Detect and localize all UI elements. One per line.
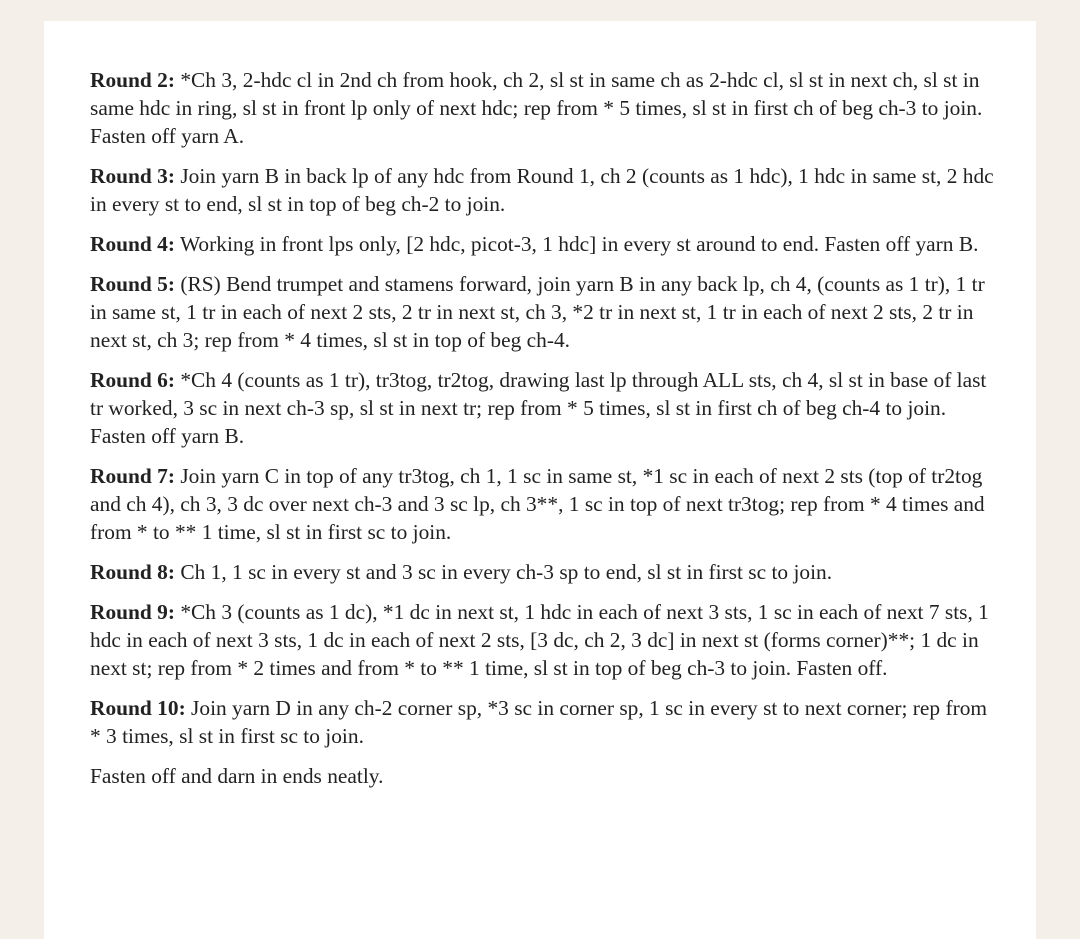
closing-instruction: Fasten off and darn in ends neatly. xyxy=(90,764,384,788)
round-text: *Ch 3, 2-hdc cl in 2nd ch from hook, ch 2, sl st in same ch as 2-hdc cl, sl st in next ch, sl st in same hdc in ring, sl st in front lp only of next hdc; rep from * 5 times, sl st in first ch of beg ch-3 to join. Fasten off yarn A. xyxy=(90,68,983,148)
round-4-instruction xyxy=(90,230,1000,258)
round-label: Round 7: xyxy=(90,464,175,488)
round-8-instruction xyxy=(90,558,1000,586)
round-label: Round 9: xyxy=(90,600,175,624)
round-text: *Ch 3 (counts as 1 dc), *1 dc in next st, 1 hdc in each of next 3 sts, 1 sc in each of next 7 sts, 1 hdc in each of next 3 sts, 1 dc in each of next 2 sts, [3 dc, ch 2, 3 dc] in next st (forms corner)**; 1 dc in next st; rep from * 2 times and from * to ** 1 time, sl st in top of beg ch-3 to join. Fasten off. xyxy=(90,600,989,680)
document-page xyxy=(44,21,1036,939)
round-label: Round 4: xyxy=(90,232,175,256)
round-text: Ch 1, 1 sc in every st and 3 sc in every ch-3 sp to end, sl st in first sc to join. xyxy=(175,560,833,584)
round-9-instruction xyxy=(90,598,1000,682)
round-text: Join yarn D in any ch-2 corner sp, *3 sc in corner sp, 1 sc in every st to next corner; rep from * 3 times, sl st in first sc to join. xyxy=(90,696,988,748)
round-label: Round 5: xyxy=(90,272,175,296)
round-6-instruction xyxy=(90,366,1000,450)
round-text: Working in front lps only, [2 hdc, picot-3, 1 hdc] in every st around to end. Fasten off yarn B. xyxy=(175,232,979,256)
round-label: Round 10: xyxy=(90,696,186,720)
round-label: Round 2: xyxy=(90,68,175,92)
round-text: Join yarn C in top of any tr3tog, ch 1, 1 sc in same st, *1 sc in each of next 2 sts (top of tr2tog and ch 4), ch 3, 3 dc over next ch-3 and 3 sc lp, ch 3**, 1 sc in top of next tr3tog; rep from * 4 times and from * to ** 1 time, sl st in first sc to join. xyxy=(90,464,985,544)
round-text: (RS) Bend trumpet and stamens forward, join yarn B in any back lp, ch 4, (counts as 1 tr), 1 tr in same st, 1 tr in each of next 2 sts, 2 tr in next st, ch 3, *2 tr in next st, 1 tr in each of next 2 sts, 2 tr in next st, ch 3; rep from * 4 times, sl st in top of beg ch-4. xyxy=(90,272,985,352)
round-label: Round 3: xyxy=(90,164,175,188)
round-label: Round 8: xyxy=(90,560,175,584)
round-2-instruction xyxy=(90,66,1000,150)
round-10-instruction xyxy=(90,694,1000,750)
round-5-instruction xyxy=(90,270,1000,354)
round-label: Round 6: xyxy=(90,368,175,392)
round-7-instruction xyxy=(90,462,1000,546)
round-text: *Ch 4 (counts as 1 tr), tr3tog, tr2tog, drawing last lp through ALL sts, ch 4, sl st in base of last tr worked, 3 sc in next ch-3 sp, sl st in next tr; rep from * 5 times, sl st in first ch of beg ch-4 to join. Fasten off yarn B. xyxy=(90,368,987,448)
round-3-instruction xyxy=(90,162,1000,218)
pattern-instructions xyxy=(90,66,1000,802)
round-text: Join yarn B in back lp of any hdc from Round 1, ch 2 (counts as 1 hdc), 1 hdc in same st, 2 hdc in every st to end, sl st in top of beg ch-2 to join. xyxy=(90,164,994,216)
